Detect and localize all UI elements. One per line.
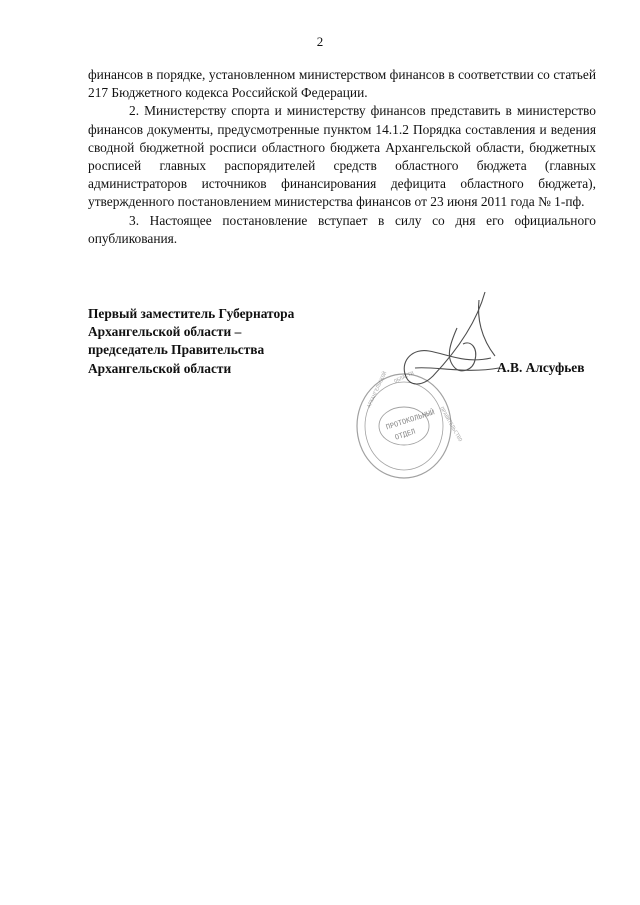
svg-text:ОБЛАСТИ: ОБЛАСТИ — [393, 370, 415, 385]
document-body — [88, 66, 596, 248]
handwritten-signature — [395, 288, 505, 398]
paragraph-item-3: 3. Настоящее постановление вступает в силу со дня его официального опубликования. — [88, 212, 596, 246]
page-number: 2 — [316, 34, 324, 49]
position-line: председатель Правительства — [88, 342, 265, 358]
signatory-position — [88, 305, 338, 378]
stamp-center-line2: ОТДЕЛ — [393, 427, 417, 442]
position-line: Первый заместитель Губернатора — [88, 306, 295, 321]
svg-text:АРХАНГЕЛЬСКОЙ: АРХАНГЕЛЬСКОЙ — [366, 370, 389, 409]
svg-text:ПРАВИТЕЛЬСТВО: ПРАВИТЕЛЬСТВО — [438, 406, 464, 443]
paragraph-item-2: 2. Министерству спорта и министерству финансов представить в министерство финансов документы, предусмотренные пунктом 14.1.2 Порядка составления и ведения сводной бюджетной росписи областного бюджета Архангельской области, бюджетных росписей главных распорядителей средств областного бюджета (главных администраторов источников финансирования дефицита областного бюджета), утвержденного постановлением министерства финансов от 23 июня 2011 года № 1-пф. — [88, 103, 596, 210]
paragraph-continuation: финансов в порядке, установленном министерством финансов в соответствии со статьей 217 Бюджетного кодекса Российской Федерации. — [88, 67, 596, 101]
position-line: Архангельской области – — [88, 324, 242, 340]
stamp-center-line1: ПРОТОКОЛЬНЫЙ — [385, 408, 436, 432]
signatory-name: А.В. Алсуфьев — [497, 360, 585, 375]
position-line: Архангельской области — [88, 360, 232, 376]
